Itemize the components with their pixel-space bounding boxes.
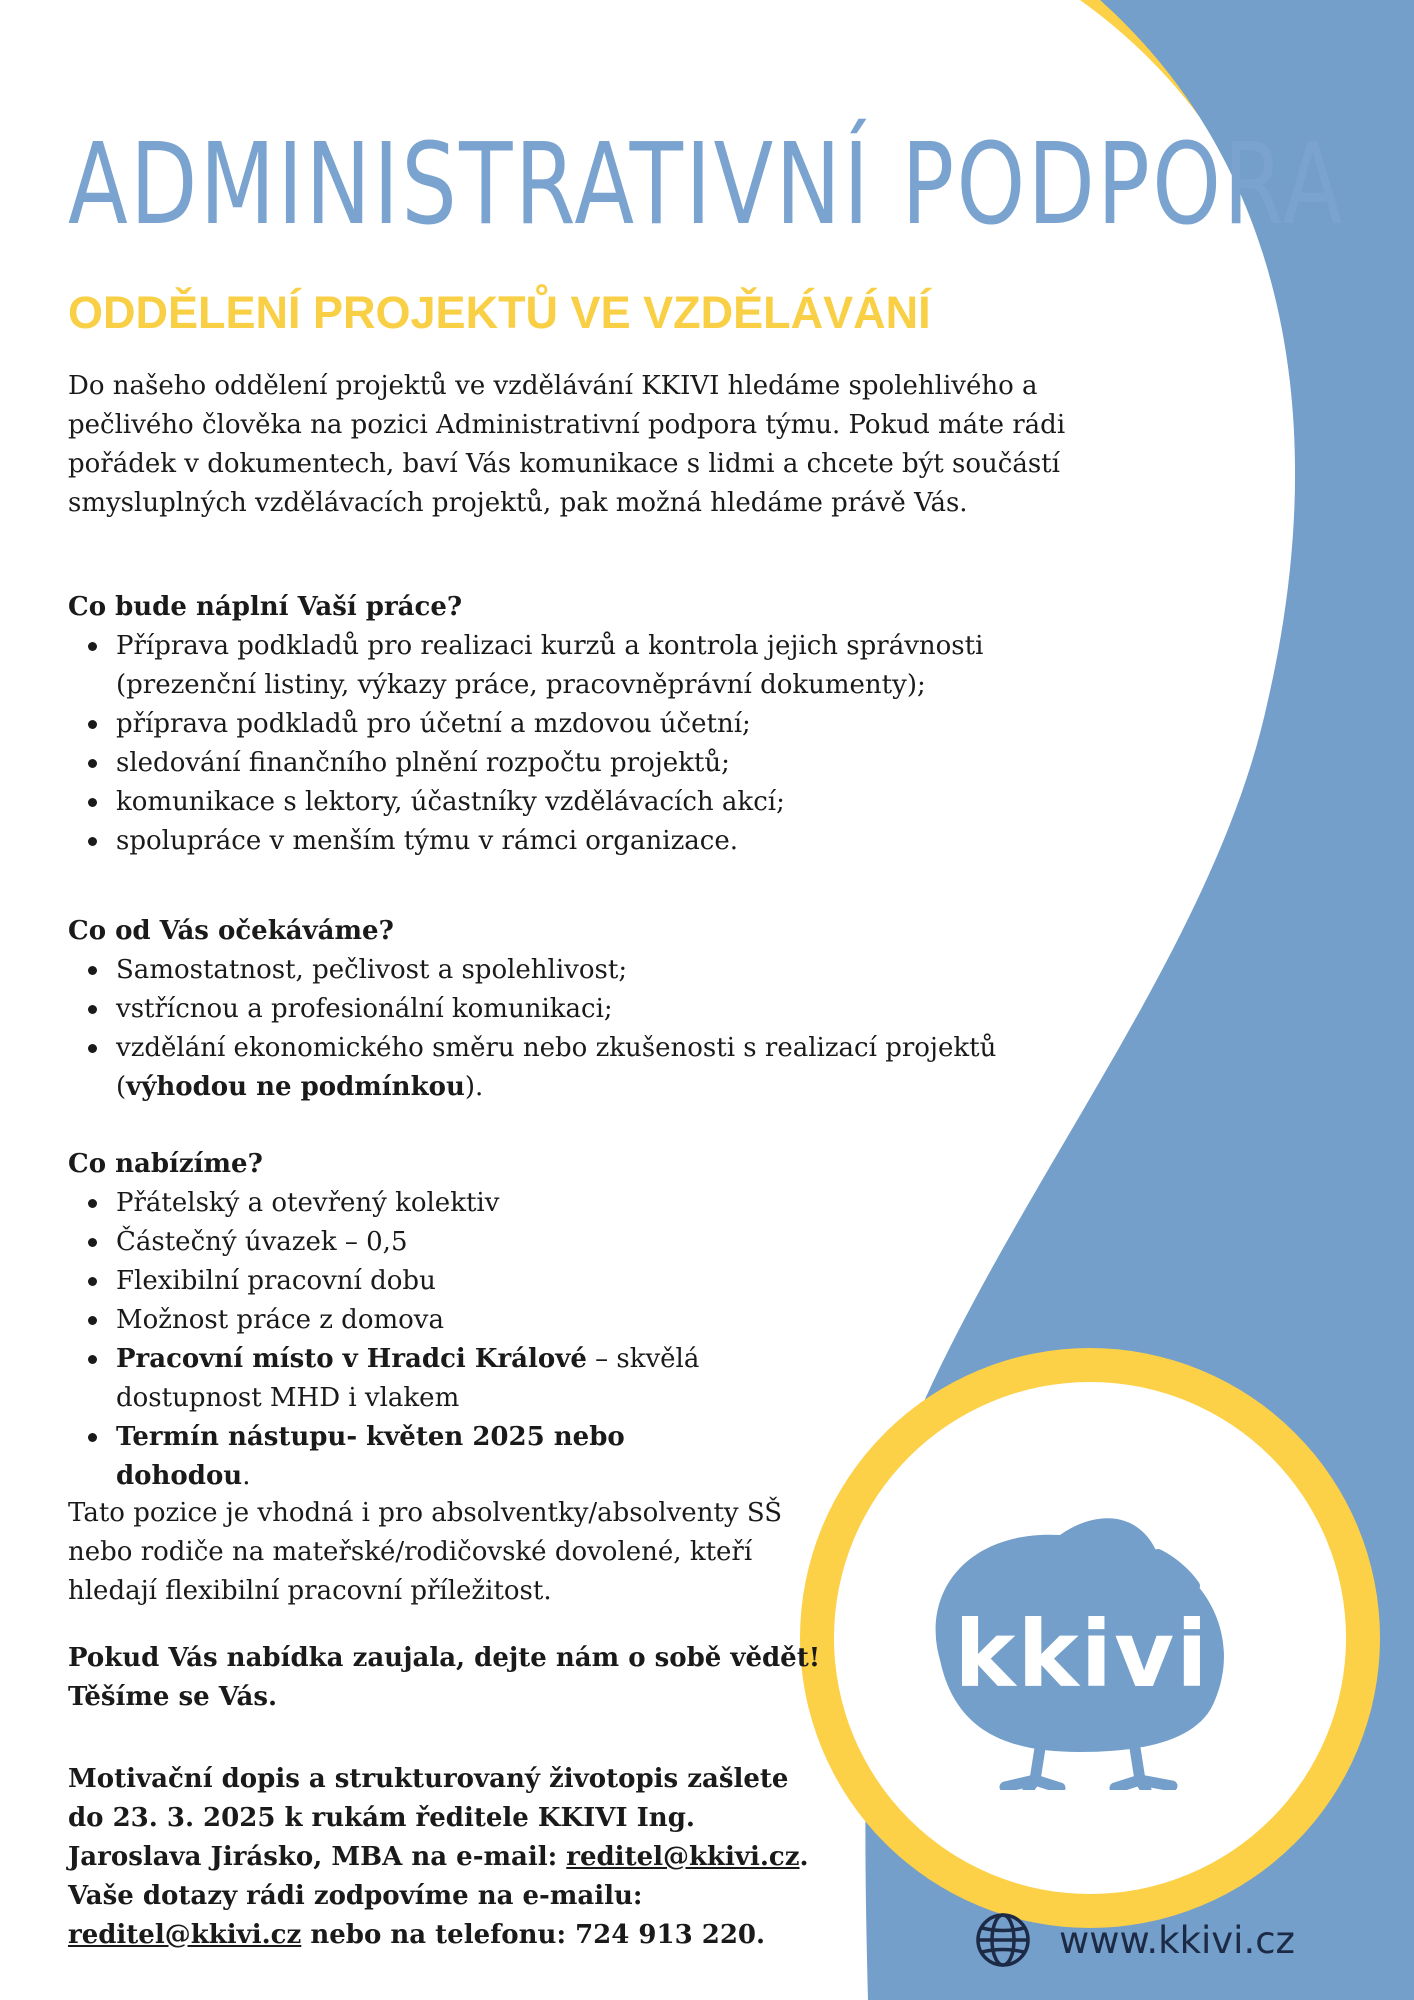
duties-section: [68, 588, 1088, 861]
expectations-section: [68, 912, 1088, 1107]
list-item: sledování finančního plnění rozpočtu projektů;: [116, 744, 1088, 783]
email-link[interactable]: reditel@kkivi.cz: [68, 1920, 302, 1950]
start-date: Termín nástupu- květen 2025 nebo dohodou: [116, 1422, 625, 1491]
offer-section: [68, 1145, 748, 1496]
list-item: Částečný úvazek – 0,5: [116, 1223, 748, 1262]
list-item: Příprava podkladů pro realizaci kurzů a kontrola jejich správnosti (prezenční listiny, výkazy práce, pracovněprávní dokumenty);: [116, 627, 1088, 705]
website-link[interactable]: www.kkivi.cz: [1059, 1918, 1295, 1962]
advantage-note: výhodou ne podmínkou: [126, 1072, 465, 1102]
list-item: komunikace s lektory, účastníky vzdělávacích akcí;: [116, 783, 1088, 822]
list-item: vzdělání ekonomického směru nebo zkušenosti s realizací projektů (výhodou ne podmínkou).: [116, 1029, 1088, 1107]
kkivi-logo: [910, 1490, 1270, 1790]
list-item: vstřícnou a profesionální komunikaci;: [116, 990, 1088, 1029]
expectations-list: [68, 951, 1088, 1107]
intro-paragraph: Do našeho oddělení projektů ve vzdělávání KKIVI hledáme spolehlivého a pečlivého člověka na pozici Administrativní podpora týmu. Pokud máte rádi pořádek v dokumentech, baví Vás komunikace s lidmi a chcete být součástí smysluplných vzdělávacích projektů, pak možná hledáme právě Vás.: [68, 371, 1066, 518]
website-footer: [975, 1912, 1295, 1968]
suitability-paragraph: Tato pozice je vhodná i pro absolventky/absolventy SŠ nebo rodiče na mateřské/rodičovské dovolené, kteří hledají flexibilní pracovní příležitost.: [68, 1498, 783, 1606]
list-item: Samostatnost, pečlivost a spolehlivost;: [116, 951, 1088, 990]
duties-list: [68, 627, 1088, 861]
offer-list: [68, 1184, 748, 1496]
expectations-heading: Co od Vás očekáváme?: [68, 916, 394, 946]
list-item: spolupráce v menším týmu v rámci organizace.: [116, 822, 1088, 861]
page-title: ADMINISTRATIVNÍ PODPORA: [68, 120, 1345, 250]
list-item: Přátelský a otevřený kolektiv: [116, 1184, 748, 1223]
email-link[interactable]: reditel@kkivi.cz: [566, 1842, 800, 1872]
list-item: Pracovní místo v Hradci Králové – skvělá dostupnost MHD i vlakem: [116, 1340, 748, 1418]
list-item: Flexibilní pracovní dobu: [116, 1262, 748, 1301]
work-location: Pracovní místo v Hradci Králové: [116, 1344, 587, 1374]
call-to-action: Pokud Vás nabídka zaujala, dejte nám o sobě vědět! Těšíme se Vás.: [68, 1643, 821, 1712]
list-item: Termín nástupu- květen 2025 nebo dohodou.: [116, 1418, 748, 1496]
offer-heading: Co nabízíme?: [68, 1149, 263, 1179]
duties-heading: Co bude náplní Vaší práce?: [68, 592, 463, 622]
globe-icon: [975, 1912, 1031, 1968]
list-item: Možnost práce z domova: [116, 1301, 748, 1340]
list-item: příprava podkladů pro účetní a mzdovou účetní;: [116, 705, 1088, 744]
logo-text: kkivi: [954, 1601, 1210, 1708]
page-subtitle: ODDĚLENÍ PROJEKTŮ VE VZDĚLÁVÁNÍ: [68, 287, 931, 338]
contact-paragraph: Motivační dopis a strukturovaný životopis zašlete do 23. 3. 2025 k rukám ředitele KKIVI Ing. Jaroslava Jirásko, MBA na e-mail: reditel@kkivi.cz. Vaše dotazy rádi zodpovíme na e-mailu: reditel@kkivi.cz nebo na telefonu: 724 913 220.: [68, 1764, 809, 1950]
